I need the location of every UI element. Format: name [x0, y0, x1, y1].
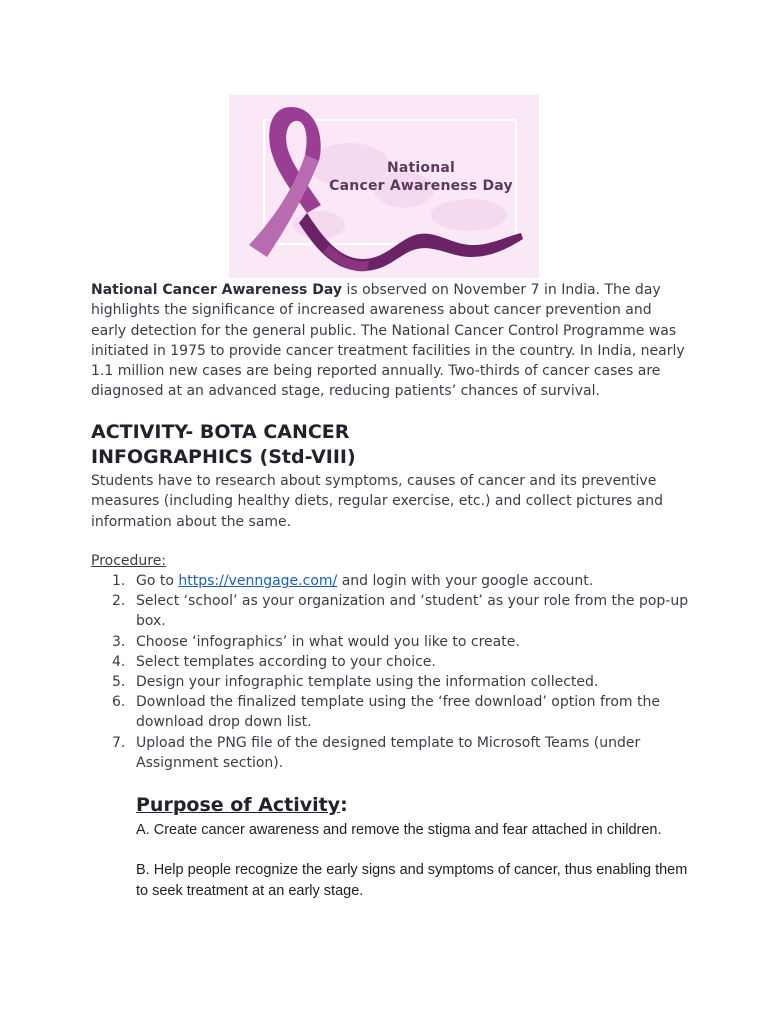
step-text: Upload the PNG file of the designed template to Microsoft Teams (under Assignment section).: [136, 734, 641, 771]
procedure-step-2: [91, 591, 691, 631]
venngage-link[interactable]: https://venngage.com/: [178, 573, 338, 589]
step-text: Select templates according to your choice.: [136, 653, 436, 670]
purpose-title: Purpose of Activity: [136, 794, 341, 816]
activity-heading: [91, 420, 691, 470]
step-number: 1.: [112, 573, 126, 589]
procedure-steps: [91, 571, 691, 773]
step-text: Select ‘school’ as your organization and ‘student’ as your role from the pop-up box.: [136, 593, 689, 630]
activity-description: Students have to research about symptoms, causes of cancer and its preventive measures (including healthy diets, regular exercise, etc.) and collect pictures and information about the same.: [91, 473, 663, 530]
intro-text: is observed on November 7 in India. The day highlights the significance of increased awareness about cancer prevention and early detection for the general public. The National Cancer Control Programme was initiated in 1975 to provide cancer treatment facilities in the country. In India, nearly 1.1 million new cases are being reported annually. Two-thirds of cancer cases are diagnosed at an advanced stage, reducing patients’ chances of survival.: [91, 282, 685, 400]
procedure-step-1: [91, 571, 691, 591]
purpose-heading: [136, 792, 348, 818]
banner-title-line2: Cancer Awareness Day: [329, 178, 513, 194]
procedure-step-5: [91, 672, 691, 692]
intro-paragraph: [91, 280, 691, 402]
purpose-item-b: B. Help people recognize the early signs and symptoms of cancer, thus enabling them to seek treatment at an early stage.: [136, 862, 688, 899]
intro-bold-title: National Cancer Awareness Day: [91, 282, 343, 298]
step-number: 6.: [112, 694, 126, 711]
awareness-banner-image: [229, 95, 539, 278]
activity-heading-line2: INFOGRAPHICS (Std-VIII): [91, 446, 356, 468]
banner-title: [321, 159, 521, 195]
step-text: Go to: [136, 573, 179, 589]
step-number: 5.: [112, 674, 126, 691]
procedure-label: Procedure:: [91, 553, 167, 569]
step-text: Download the finalized template using the ‘free download’ option from the download drop down list.: [136, 694, 660, 731]
activity-heading-line1: ACTIVITY- BOTA CANCER: [91, 421, 350, 443]
step-number: 4.: [112, 653, 126, 670]
procedure-step-7: [91, 733, 691, 773]
procedure-step-3: [91, 632, 691, 652]
step-text: Design your infographic template using the information collected.: [136, 674, 599, 691]
purpose-item-a: A. Create cancer awareness and remove the stigma and fear attached in children.: [136, 822, 662, 838]
purpose-colon: :: [340, 794, 348, 816]
procedure-step-4: [91, 652, 691, 672]
step-text: and login with your google account.: [337, 573, 594, 589]
step-number: 3.: [112, 633, 126, 650]
step-number: 2.: [112, 593, 126, 610]
step-number: 7.: [112, 734, 126, 751]
banner-title-line1: National: [386, 160, 456, 176]
step-text: Choose ‘infographics’ in what would you like to create.: [136, 633, 520, 650]
procedure-step-6: [91, 692, 691, 732]
